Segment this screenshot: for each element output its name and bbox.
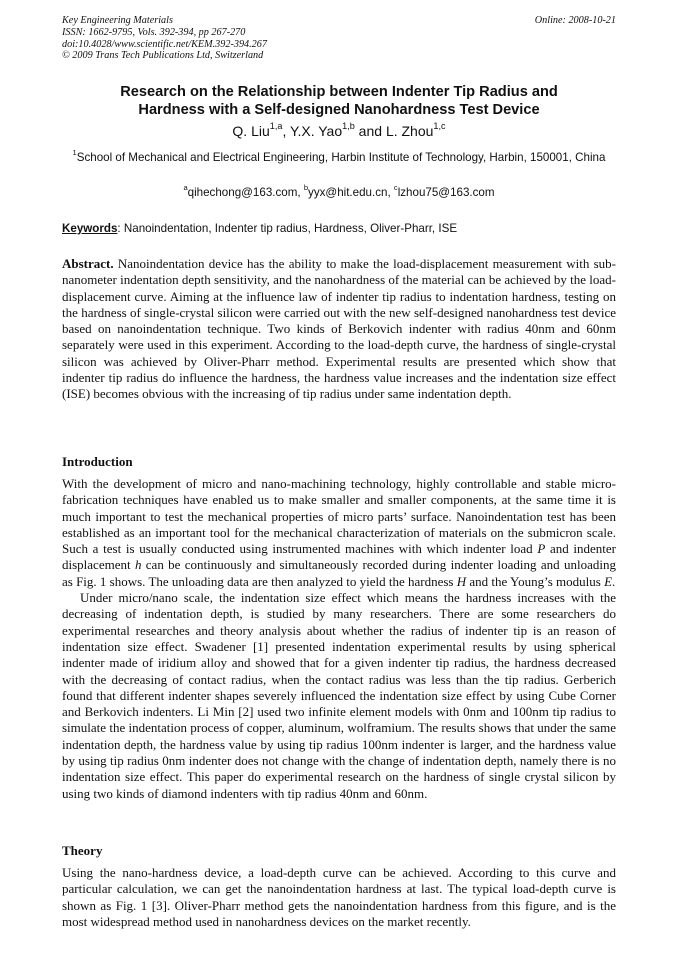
introduction-heading: Introduction: [62, 454, 133, 469]
paper-title: [62, 83, 616, 119]
intro-p1-symbol-h: h: [134, 557, 142, 573]
doi-line: doi:10.4028/www.scientific.net/KEM.392-394.267: [62, 38, 267, 50]
abstract-label: Abstract.: [62, 256, 114, 271]
email-a-sup: a: [183, 183, 188, 193]
intro-p1-text-a: With the development of micro and nano-machining technology, highly controllable and stable micro-fabrication techniques have enabled us to make smaller and smaller components, at the same time it is much important to test the mechanical properties of micro parts’ surface. Nanoindentation test has been established as an important tool for the mechanical characterization of materials on the submicron scale. Such a test is usually conducted using instrumented machines with which indenter load: [62, 476, 616, 557]
issn-line: ISSN: 1662-9795, Vols. 392-394, pp 267-270: [62, 26, 246, 38]
introduction-paragraph-1: [62, 476, 616, 590]
intro-p1-symbol-H: H: [456, 573, 467, 589]
intro-p1-symbol-E: E: [604, 573, 613, 589]
theory-heading: Theory: [62, 843, 103, 858]
author-1-sup: 1,a: [269, 121, 283, 132]
author-separator-2: and: [354, 123, 386, 139]
intro-p1-text-e: .: [612, 573, 616, 589]
journal-name: Key Engineering Materials: [62, 15, 173, 26]
introduction-paragraph-2: Under micro/nano scale, the indentation size effect which means the hardness increases with the decreasing of indentation depth, is studied by many researchers. There are some researchers do experimental researches and theory analysis about whether the radius of indenter tip is an reason of indentation size effect. Swadener [1] presented indentation experimental results by using spherical indenter made of iridium alloy and showed that for a given indenter tip radius, the hardness decreased with the decreasing of contact radius, when the contact radius was less than the tip radius. Gerberich found that different indenter shapes severely influenced the indentation size effect by using Cube Corner and Berkovich indenters. Li Min [2] used two infinite element models with 0nm and 100nm tip radius to simulate the indentation process of copper, aluminum, wolframium. The results shows that under the same indentation depth, the hardness value by using tip radius 100nm indenter is larger, and the hardness value by using tip radius 0nm indenter does not change with the change of indentation depth, namely there is no indentation size effect. This paper do experimental research on the hardness of single crystal silicon by using two kinds of diamond indenters with tip radius 40nm and 60nm.: [62, 590, 616, 801]
author-2-sup: 1,b: [342, 121, 355, 132]
affiliation-text: School of Mechanical and Electrical Engineering, Harbin Institute of Technology, Harbin, 150001, China: [76, 151, 606, 164]
email-list: [62, 185, 616, 200]
keywords-colon: :: [117, 222, 124, 235]
affiliation: [62, 150, 616, 166]
introduction-section: [62, 454, 616, 802]
title-line-2: Hardness with a Self-designed Nanohardness Test Device: [138, 102, 540, 118]
intro-p1-text-c: can be continuously and simultaneously recorded during indenter loading and unloading as Fig. 1 shows. The unloading data are then analyzed to yield the hardness: [62, 557, 616, 589]
email-b: yyx@hit.edu.cn,: [308, 186, 394, 199]
theory-paragraph-1: Using the nano-hardness device, a load-depth curve can be achieved. According to this curve and particular calculation, we can get the nanoindentation hardness at last. The typical load-depth curve is shown as Fig. 1 [3]. Oliver-Pharr method gets the nanoindentation hardness from this figure, and is the most widespread method used in nanohardness devices on the market recently.: [62, 865, 616, 929]
journal-header: [62, 15, 616, 62]
author-list: [62, 123, 616, 140]
abstract: [62, 256, 616, 403]
abstract-text: Nanoindentation device has the ability to make the load-displacement measurement with sub-nanometer indentation depth sensitivity, and the nanohardness of the material can be achieved by the load-displacement curve. Aiming at the influence law of indenter tip radius to indentation hardness, testing on the hardness of single-crystal silicon were carried out with the new self-designed nanohardness test device based on nanoindentation technique. Two kinds of Berkovich indenter with radius 40nm and 60nm separately were used in this experiment. According to the load-depth curve, the hardness of single-crystal silicon was achieved by Oliver-Pharr method. Experimental results are presented which show that indenter tip radius do influence the hardness, the hardness value increases and the indentation size effect (ISE) becomes obvious with the increasing of tip radius under same indentation depth.: [62, 256, 616, 402]
copyright-line: © 2009 Trans Tech Publications Ltd, Switzerland: [62, 50, 264, 62]
email-c-sup: c: [393, 183, 398, 193]
online-date: Online: 2008-10-21: [534, 15, 616, 26]
intro-p1-text-d: and the Young’s modulus: [466, 573, 605, 589]
theory-section: [62, 843, 616, 930]
author-1: Q. Liu: [232, 123, 270, 139]
intro-p1-text-b: and indenter displacement: [62, 541, 616, 573]
intro-p1-symbol-P: P: [537, 541, 546, 557]
affiliation-sup: 1: [72, 148, 77, 158]
author-2: Y.X. Yao: [289, 123, 343, 139]
keywords-text: Nanoindentation, Indenter tip radius, Hardness, Oliver-Pharr, ISE: [123, 222, 458, 235]
email-b-sup: b: [303, 183, 309, 193]
email-c: lzhou75@163.com: [397, 186, 495, 199]
author-separator-1: ,: [282, 123, 290, 139]
title-line-1: Research on the Relationship between Indenter Tip Radius and: [120, 84, 558, 100]
author-3-sup: 1,c: [433, 121, 446, 132]
email-a: qihechong@163.com,: [187, 186, 304, 199]
author-3: L. Zhou: [385, 123, 434, 139]
keywords: [62, 221, 616, 236]
keywords-label: Keywords: [62, 222, 118, 235]
